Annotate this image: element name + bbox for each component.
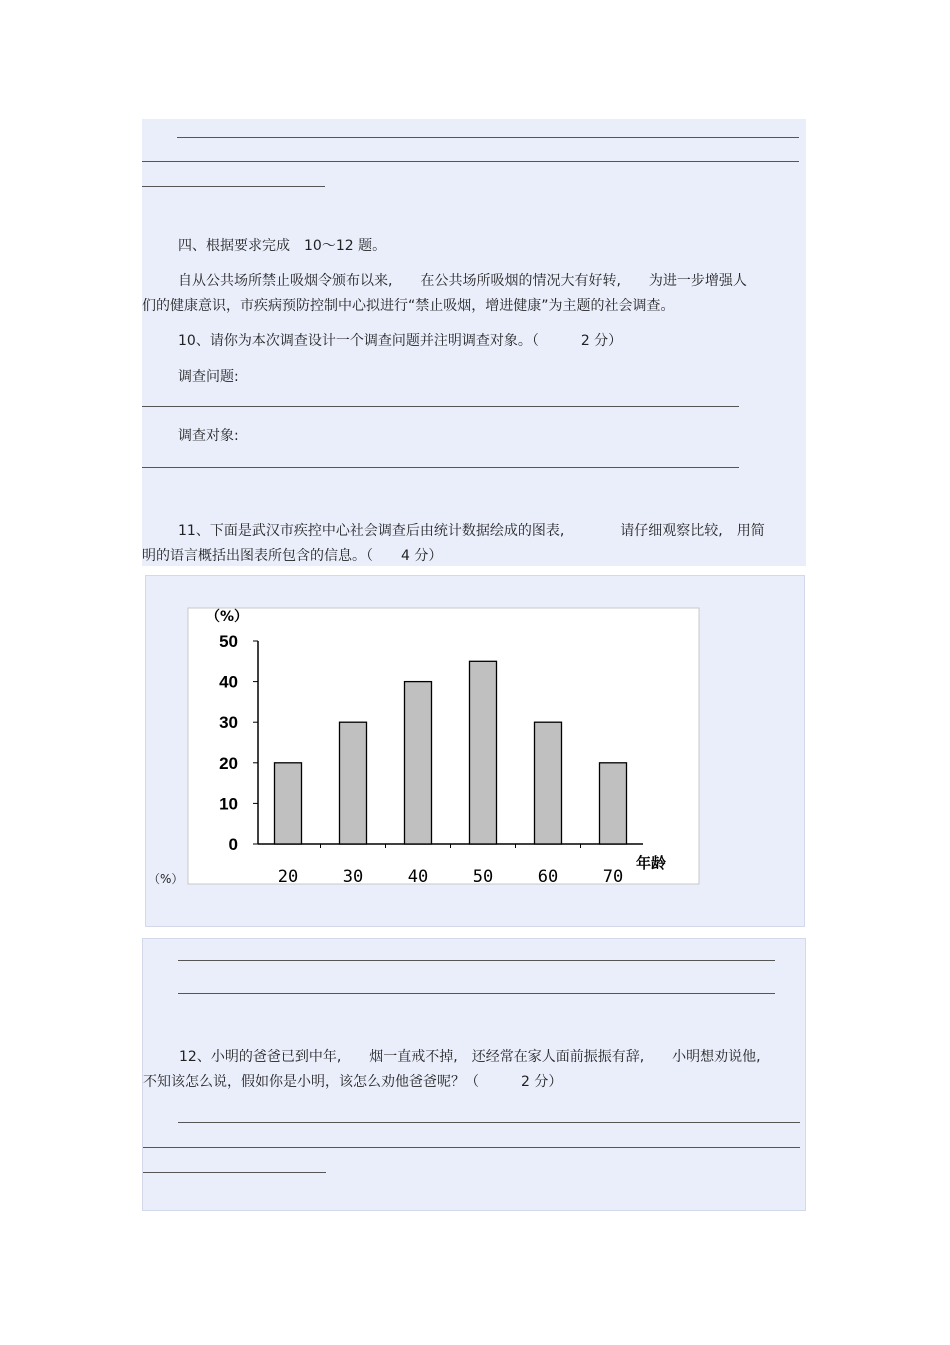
content-panel-top: [142, 119, 806, 566]
intro-line-1: 自从公共场所禁止吸烟令颁布以来, 在公共场所吸烟的情况大有好转, 为进一步增强人: [178, 273, 747, 289]
answer-line: [142, 161, 799, 162]
x-axis-label: 年龄: [636, 854, 667, 872]
answer-line-q11[interactable]: [178, 960, 775, 961]
y-tick-label: 20: [219, 753, 238, 773]
bar: [470, 661, 497, 844]
label-survey-target: 调查对象:: [178, 428, 239, 444]
answer-line-survey-question[interactable]: [142, 406, 739, 407]
content-panel-bottom: [142, 938, 806, 1211]
x-tick-label: 50: [472, 867, 494, 887]
bar: [340, 722, 367, 844]
chart-panel: [145, 575, 805, 927]
y-tick-label: 30: [219, 713, 238, 733]
y-tick-label: 40: [219, 672, 238, 692]
bar: [275, 763, 302, 844]
answer-line-q12[interactable]: [178, 1122, 800, 1123]
bar-chart: [146, 576, 806, 928]
question-10: 10、请你为本次调查设计一个调查问题并注明调查对象。（ 2 分）: [178, 333, 623, 349]
x-tick-label: 20: [277, 867, 299, 887]
bar: [535, 722, 562, 844]
answer-line: [177, 137, 799, 138]
section-heading: 四、根据要求完成 10～12 题。: [178, 238, 387, 254]
question-11-line-2: 明的语言概括出图表所包含的信息。（ 4 分）: [142, 548, 443, 564]
y-tick-label: 10: [219, 794, 238, 814]
y-axis-label: （%）: [206, 609, 249, 625]
label-survey-question: 调查问题:: [178, 369, 239, 385]
bar: [405, 682, 432, 844]
question-12-line-1: 12、小明的爸爸已到中年, 烟一直戒不掉, 还经常在家人面前振振有辞, 小明想劝说他,: [179, 1049, 761, 1065]
intro-line-2: 们的健康意识，市疾病预防控制中心拟进行“禁止吸烟，增进健康”为主题的社会调查。: [142, 298, 675, 314]
question-11-line-1: 11、下面是武汉市疾控中心社会调查后由统计数据绘成的图表, 请仔细观察比较, 用简: [178, 523, 765, 539]
answer-line-q12[interactable]: [143, 1172, 326, 1173]
answer-line: [142, 186, 325, 187]
question-12-line-2: 不知该怎么说，假如你是小明，该怎么劝他爸爸呢？（ 2 分）: [143, 1074, 563, 1090]
answer-line-q11[interactable]: [178, 993, 775, 994]
bar: [600, 763, 627, 844]
chart-left-label: （%）: [148, 872, 184, 886]
x-tick-label: 70: [602, 867, 624, 887]
x-tick-label: 60: [537, 867, 559, 887]
y-tick-label: 50: [219, 632, 238, 651]
y-tick-label: 0: [228, 835, 238, 854]
answer-line-survey-target[interactable]: [142, 467, 739, 468]
answer-line-q12[interactable]: [143, 1147, 800, 1148]
x-tick-label: 40: [407, 867, 429, 887]
x-tick-label: 30: [342, 867, 364, 887]
